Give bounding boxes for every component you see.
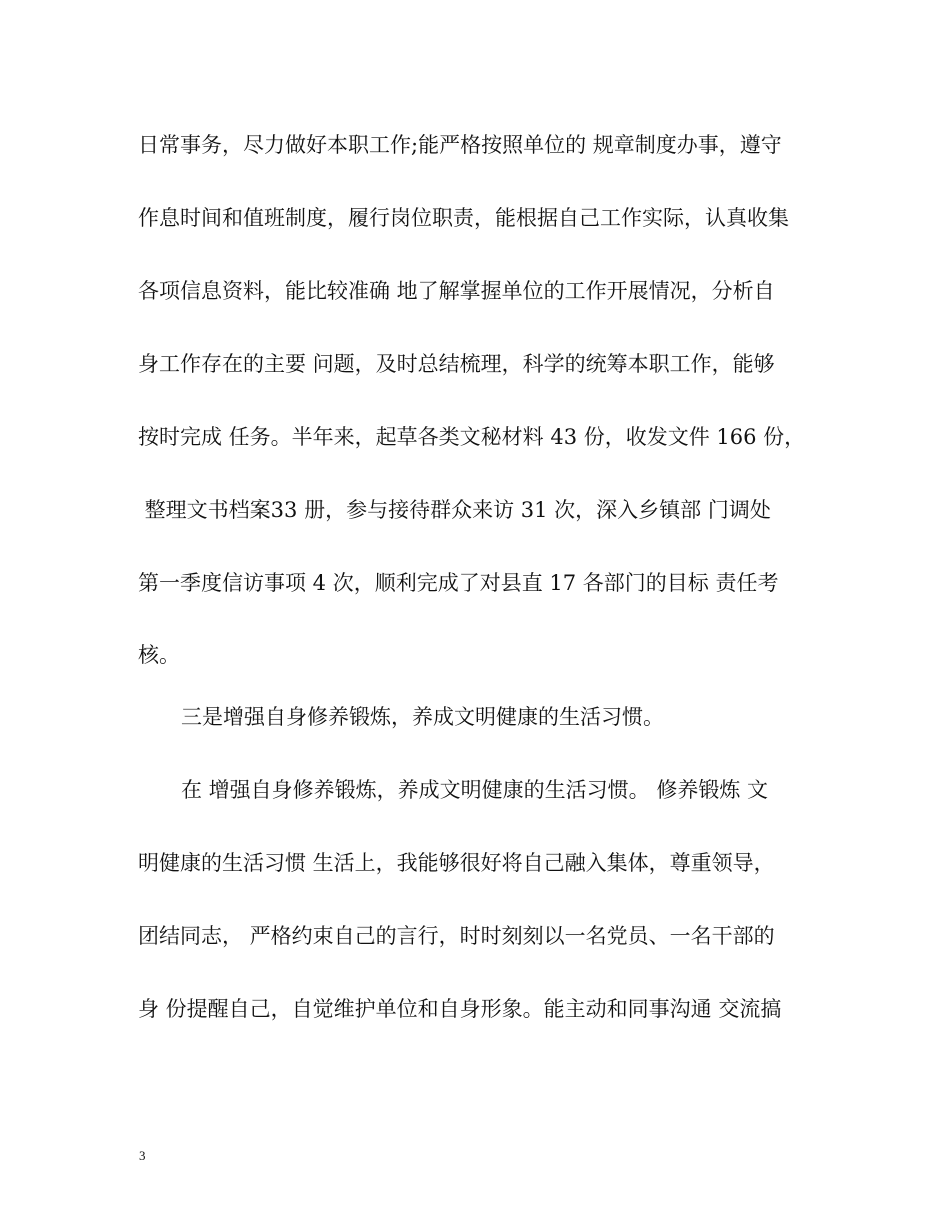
body-line-6: 整理文书档案33 册，参与接待群众来访 31 次，深入乡镇部 门调处	[138, 498, 771, 522]
body-line-13: 身 份提醒自己，自觉维护单位和自身形象。能主动和同事沟通 交流搞	[138, 997, 782, 1021]
body-line-12: 团结同志， 严格约束自己的言行，时时刻刻以一名党员、一名干部的	[138, 924, 775, 948]
page-number: 3	[139, 1148, 146, 1163]
paragraph-first-line: 在 增强自身修养锻炼，养成文明健康的生活习惯。 修养锻炼 文	[181, 778, 769, 802]
body-line-8: 核。	[138, 643, 180, 667]
body-line-7: 第一季度信访事项 4 次，顺利完成了对县直 17 各部门的目标 责任考	[138, 571, 779, 595]
body-line-2: 作息时间和值班制度，履行岗位职责，能根据自己工作实际，认真收集	[138, 206, 789, 230]
body-line-4: 身工作存在的主要 问题，及时总结梳理，科学的统筹本职工作，能够	[138, 352, 775, 376]
section-heading: 三是增强自身修养锻炼，养成文明健康的生活习惯。	[181, 705, 664, 729]
body-line-3: 各项信息资料，能比较准确 地了解掌握单位的工作开展情况，分析自	[138, 279, 775, 303]
body-line-1: 日常事务，尽力做好本职工作;能严格按照单位的 规章制度办事，遵守	[138, 133, 782, 157]
body-line-5: 按时完成 任务。半年来，起草各类文秘材料 43 份，收发文件 166 份，	[138, 425, 806, 449]
body-line-11: 明健康的生活习惯 生活上，我能够很好将自己融入集体，尊重领导，	[138, 851, 775, 875]
